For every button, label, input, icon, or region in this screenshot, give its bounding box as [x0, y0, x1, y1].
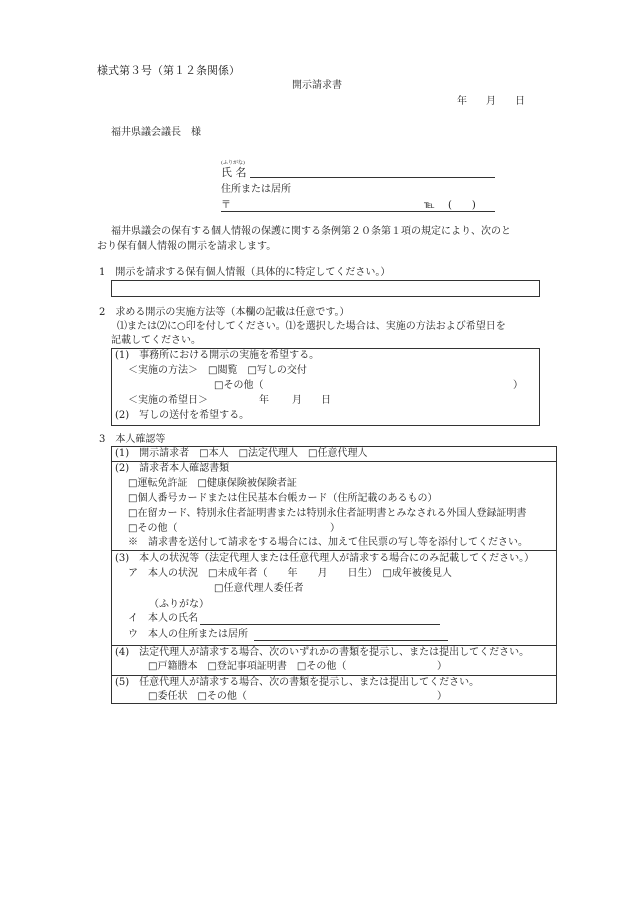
option-office[interactable]: (1) 事務所における開示の実施を希望する。: [115, 350, 320, 361]
addressee: 福井県議会議長 様: [111, 127, 201, 138]
option-mail[interactable]: (2) 写しの送付を希望する。: [115, 410, 250, 421]
name-field[interactable]: [250, 177, 495, 178]
legal-agent-title: (4) 法定代理人が請求する場合、次のいずれかの書類を提示し、または提出してください。: [115, 647, 530, 658]
form-title: 開示請求書: [292, 80, 342, 91]
principal-address-field[interactable]: [254, 640, 448, 641]
tel-mark: ℡: [424, 200, 435, 211]
section3-heading: 3 本人確認等: [99, 434, 166, 445]
date-year-label: 年: [457, 96, 467, 107]
principal-status-title: (3) 本人の状況等（法定代理人または任意代理人が請求する場合にのみ記載してください。）: [115, 553, 535, 564]
section2-heading: 2 求める開示の実施方法等（本欄の記載は任意です。）: [99, 307, 350, 318]
pref-year: 年: [259, 395, 269, 406]
principal-name-field[interactable]: [200, 624, 440, 625]
mail-note: ※ 請求書を送付して請求をする場合には、加えて住民票の写し等を添付してください。: [128, 537, 528, 548]
id-doc-other[interactable]: □その他（: [128, 523, 178, 534]
divider: [111, 645, 557, 646]
principal-address-label: ウ 本人の住所または居所: [128, 629, 248, 640]
address-field[interactable]: [221, 211, 495, 212]
postal-mark: 〒: [221, 200, 231, 211]
principal-furigana: （ふりがな）: [149, 599, 209, 610]
divider: [111, 675, 557, 676]
id-doc-option[interactable]: □個人番号カードまたは住民基本台帳カード（住所記載のあるもの）: [128, 493, 438, 504]
principal-status-delegator[interactable]: □任意代理人委任者: [214, 583, 304, 594]
principal-status-options[interactable]: ア 本人の状況 □未成年者（ 年 月 日生） □成年被後見人: [128, 568, 452, 579]
intro-line-1: 福井県議会の保有する個人情報の保護に関する条例第２０条第１項の規定により、次のと: [111, 226, 511, 237]
method-options[interactable]: ＜実施の方法＞ □閲覧 □写しの交付: [128, 365, 307, 376]
date-day-label: 日: [515, 96, 525, 107]
date-month-label: 月: [486, 96, 496, 107]
address-label: 住所または居所: [221, 184, 291, 195]
section2-note-2: 記載してください。: [111, 335, 201, 346]
divider: [111, 461, 557, 462]
section2-note-1: ⑴または⑵に○印を付してください。⑴を選択した場合は、実施の方法および希望日を: [117, 321, 506, 332]
id-doc-option[interactable]: □在留カード、特別永住者証明書または特別永住者証明書とみなされる外国人登録証明書: [128, 508, 527, 519]
legal-agent-close: ）: [437, 661, 447, 672]
id-doc-option[interactable]: □運転免許証 □健康保険被保険者証: [128, 478, 297, 489]
voluntary-agent-close: ）: [437, 691, 447, 702]
principal-name-label: イ 本人の氏名: [128, 613, 198, 624]
intro-line-2: おり保有個人情報の開示を請求します。: [97, 241, 277, 252]
requester-type[interactable]: (1) 開示請求者 □本人 □法定代理人 □任意代理人: [115, 448, 368, 459]
section1-heading: 1 開示を請求する保有個人情報（具体的に特定してください。）: [99, 267, 391, 278]
voluntary-agent-docs[interactable]: □委任状 □その他（: [148, 691, 247, 702]
pref-day: 日: [321, 395, 331, 406]
id-doc-other-close: ）: [330, 523, 340, 534]
requested-info-field[interactable]: [111, 280, 540, 297]
divider: [111, 550, 557, 551]
method-other[interactable]: □その他（: [214, 380, 264, 391]
form-number: 様式第３号（第１２条関係）: [97, 64, 240, 77]
voluntary-agent-title: (5) 任意代理人が請求する場合、次の書類を提示し、または提出してください。: [115, 677, 480, 688]
furigana-label: (ふりがな): [221, 160, 245, 166]
name-label: 氏 名: [221, 166, 247, 179]
tel-paren: ( ): [448, 200, 476, 211]
legal-agent-docs[interactable]: □戸籍謄本 □登記事項証明書 □その他（: [148, 661, 347, 672]
date-preference-label: ＜実施の希望日＞: [128, 395, 208, 406]
method-other-close: ）: [513, 380, 523, 391]
id-docs-title: (2) 請求者本人確認書類: [115, 463, 230, 474]
pref-month: 月: [292, 395, 302, 406]
